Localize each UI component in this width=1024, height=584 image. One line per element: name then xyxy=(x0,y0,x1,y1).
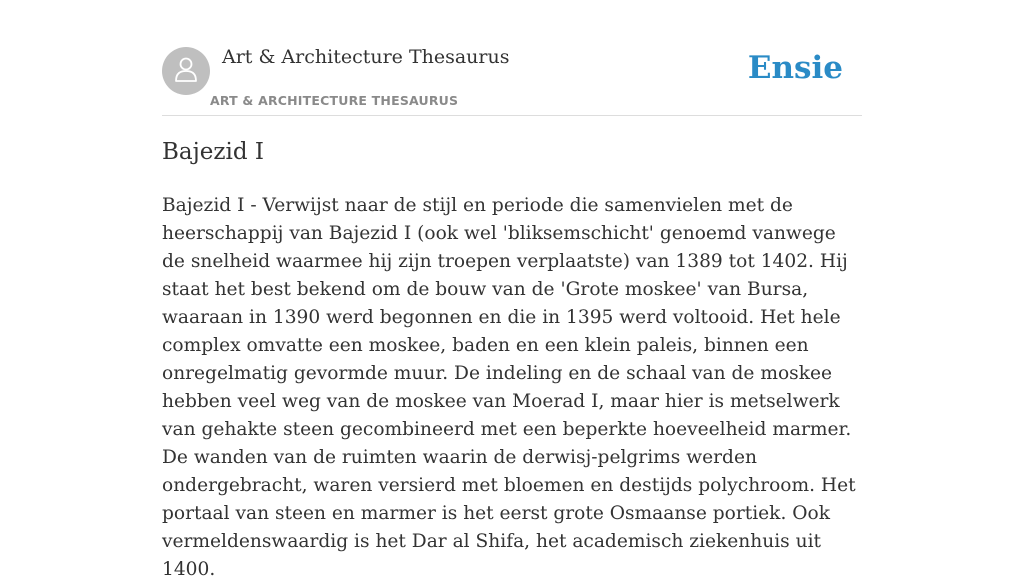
source-label[interactable]: ART & ARCHITECTURE THESAURUS xyxy=(210,93,459,108)
author-avatar[interactable] xyxy=(162,47,210,95)
user-icon xyxy=(171,54,201,88)
ensie-logo[interactable]: Ensie xyxy=(747,50,843,86)
author-name[interactable]: Art & Architecture Thesaurus xyxy=(222,46,510,68)
article-body: Bajezid I - Verwijst naar de stijl en periode die samenvielen met de heerschappij van Bajezid I (ook wel 'bliksemschicht' genoemd vanwege de snelheid waarmee hij zijn troepen verplaatste) van 1389 tot 1402. Hij staat het best bekend om de bouw van de 'Grote moskee' van Bursa, waaraan in 1390 werd begonnen en die in 1395 werd voltooid. Het hele complex omvatte een moskee, baden en een klein paleis, binnen een onregelmatig gevormde muur. De indeling en de schaal van de moskee hebben veel weg van de moskee van Moerad I, maar hier is metselwerk van gehakte steen gecombineerd met een beperkte hoeveelheid marmer. De wanden van de ruimten waarin de derwisj-pelgrims werden ondergebracht, waren versierd met bloemen en destijds polychroom. Het portaal van steen en marmer is het eerst grote Osmaanse portiek. Ook vermeldenswaardig is het Dar al Shifa, het academisch ziekenhuis uit 1400. xyxy=(162,195,856,580)
header-divider xyxy=(162,115,862,116)
page-title: Bajezid I xyxy=(162,139,264,165)
